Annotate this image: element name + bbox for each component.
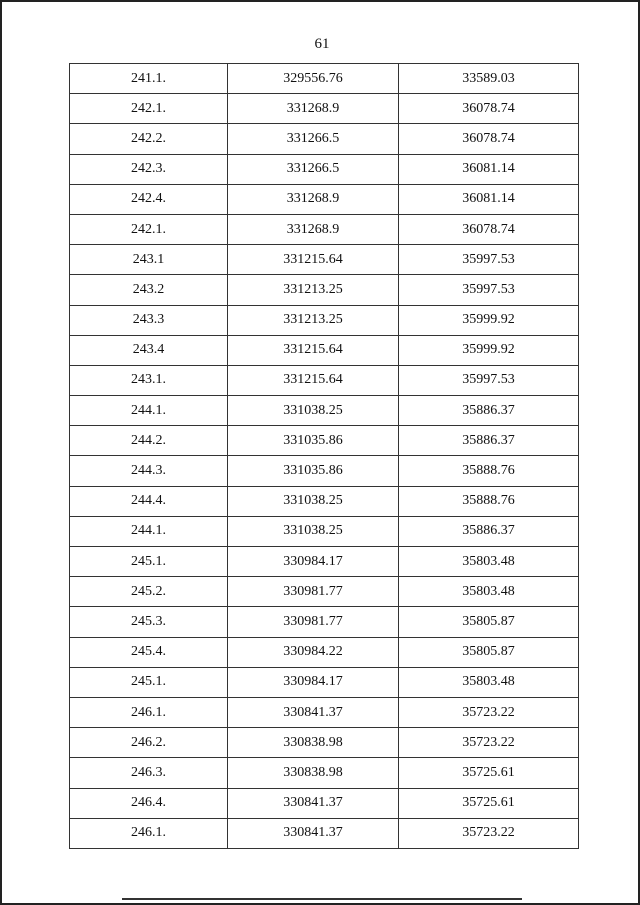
point-number-cell: 242.1.: [70, 214, 228, 244]
coordinates-table: [69, 63, 579, 849]
y-coordinate-cell: 35886.37: [399, 516, 579, 546]
x-coordinate-cell: 331213.25: [228, 305, 399, 335]
y-coordinate-cell: 35888.76: [399, 486, 579, 516]
x-coordinate-cell: 331213.25: [228, 275, 399, 305]
y-coordinate-cell: 35888.76: [399, 456, 579, 486]
table-row: [70, 275, 579, 305]
point-number-cell: 242.1.: [70, 94, 228, 124]
x-coordinate-cell: 331038.25: [228, 516, 399, 546]
x-coordinate-cell: 330981.77: [228, 577, 399, 607]
y-coordinate-cell: 36078.74: [399, 124, 579, 154]
y-coordinate-cell: 35805.87: [399, 637, 579, 667]
y-coordinate-cell: 35886.37: [399, 396, 579, 426]
point-number-cell: 245.2.: [70, 577, 228, 607]
x-coordinate-cell: 331035.86: [228, 426, 399, 456]
x-coordinate-cell: 331215.64: [228, 245, 399, 275]
point-number-cell: 243.3: [70, 305, 228, 335]
y-coordinate-cell: 35999.92: [399, 305, 579, 335]
table-row: [70, 818, 579, 848]
y-coordinate-cell: 35997.53: [399, 245, 579, 275]
table-row: [70, 456, 579, 486]
x-coordinate-cell: 330984.22: [228, 637, 399, 667]
table-row: [70, 396, 579, 426]
point-number-cell: 245.3.: [70, 607, 228, 637]
point-number-cell: 245.1.: [70, 547, 228, 577]
point-number-cell: 242.4.: [70, 184, 228, 214]
table-row: [70, 486, 579, 516]
table-row: [70, 758, 579, 788]
point-number-cell: 244.1.: [70, 396, 228, 426]
point-number-cell: 246.3.: [70, 758, 228, 788]
table-row: [70, 577, 579, 607]
point-number-cell: 245.1.: [70, 667, 228, 697]
table-row: [70, 667, 579, 697]
table-row: [70, 728, 579, 758]
y-coordinate-cell: 35723.22: [399, 818, 579, 848]
point-number-cell: 246.4.: [70, 788, 228, 818]
bottom-rule: [122, 898, 522, 900]
x-coordinate-cell: 330838.98: [228, 728, 399, 758]
point-number-cell: 246.1.: [70, 818, 228, 848]
y-coordinate-cell: 35805.87: [399, 607, 579, 637]
x-coordinate-cell: 331266.5: [228, 124, 399, 154]
x-coordinate-cell: 330841.37: [228, 788, 399, 818]
y-coordinate-cell: 36081.14: [399, 154, 579, 184]
x-coordinate-cell: 330838.98: [228, 758, 399, 788]
table-row: [70, 154, 579, 184]
y-coordinate-cell: 35803.48: [399, 547, 579, 577]
x-coordinate-cell: 331215.64: [228, 335, 399, 365]
y-coordinate-cell: 35999.92: [399, 335, 579, 365]
y-coordinate-cell: 35723.22: [399, 697, 579, 727]
y-coordinate-cell: 33589.03: [399, 64, 579, 94]
y-coordinate-cell: 35723.22: [399, 728, 579, 758]
point-number-cell: 244.4.: [70, 486, 228, 516]
x-coordinate-cell: 330984.17: [228, 547, 399, 577]
point-number-cell: 246.2.: [70, 728, 228, 758]
x-coordinate-cell: 330841.37: [228, 697, 399, 727]
point-number-cell: 244.3.: [70, 456, 228, 486]
table-row: [70, 184, 579, 214]
y-coordinate-cell: 35725.61: [399, 788, 579, 818]
y-coordinate-cell: 36081.14: [399, 184, 579, 214]
table-row: [70, 697, 579, 727]
y-coordinate-cell: 35803.48: [399, 577, 579, 607]
y-coordinate-cell: 36078.74: [399, 94, 579, 124]
table-row: [70, 637, 579, 667]
page-number: 61: [314, 36, 330, 52]
y-coordinate-cell: 36078.74: [399, 214, 579, 244]
y-coordinate-cell: 35997.53: [399, 275, 579, 305]
table-row: [70, 94, 579, 124]
x-coordinate-cell: 330981.77: [228, 607, 399, 637]
table-row: [70, 788, 579, 818]
table-row: [70, 245, 579, 275]
x-coordinate-cell: 331266.5: [228, 154, 399, 184]
x-coordinate-cell: 331038.25: [228, 486, 399, 516]
point-number-cell: 245.4.: [70, 637, 228, 667]
y-coordinate-cell: 35725.61: [399, 758, 579, 788]
table-row: [70, 365, 579, 395]
point-number-cell: 243.2: [70, 275, 228, 305]
point-number-cell: 243.4: [70, 335, 228, 365]
table-row: [70, 64, 579, 94]
point-number-cell: 244.2.: [70, 426, 228, 456]
point-number-cell: 242.3.: [70, 154, 228, 184]
x-coordinate-cell: 329556.76: [228, 64, 399, 94]
table-row: [70, 214, 579, 244]
table-row: [70, 547, 579, 577]
x-coordinate-cell: 331268.9: [228, 94, 399, 124]
x-coordinate-cell: 331035.86: [228, 456, 399, 486]
y-coordinate-cell: 35886.37: [399, 426, 579, 456]
x-coordinate-cell: 331268.9: [228, 214, 399, 244]
coordinates-table-body: [70, 64, 579, 849]
point-number-cell: 242.2.: [70, 124, 228, 154]
x-coordinate-cell: 330984.17: [228, 667, 399, 697]
x-coordinate-cell: 331038.25: [228, 396, 399, 426]
y-coordinate-cell: 35803.48: [399, 667, 579, 697]
x-coordinate-cell: 330841.37: [228, 818, 399, 848]
table-row: [70, 426, 579, 456]
table-row: [70, 516, 579, 546]
table-row: [70, 305, 579, 335]
table-row: [70, 335, 579, 365]
x-coordinate-cell: 331268.9: [228, 184, 399, 214]
y-coordinate-cell: 35997.53: [399, 365, 579, 395]
point-number-cell: 243.1: [70, 245, 228, 275]
point-number-cell: 241.1.: [70, 64, 228, 94]
point-number-cell: 246.1.: [70, 697, 228, 727]
point-number-cell: 243.1.: [70, 365, 228, 395]
x-coordinate-cell: 331215.64: [228, 365, 399, 395]
table-row: [70, 607, 579, 637]
table-row: [70, 124, 579, 154]
point-number-cell: 244.1.: [70, 516, 228, 546]
